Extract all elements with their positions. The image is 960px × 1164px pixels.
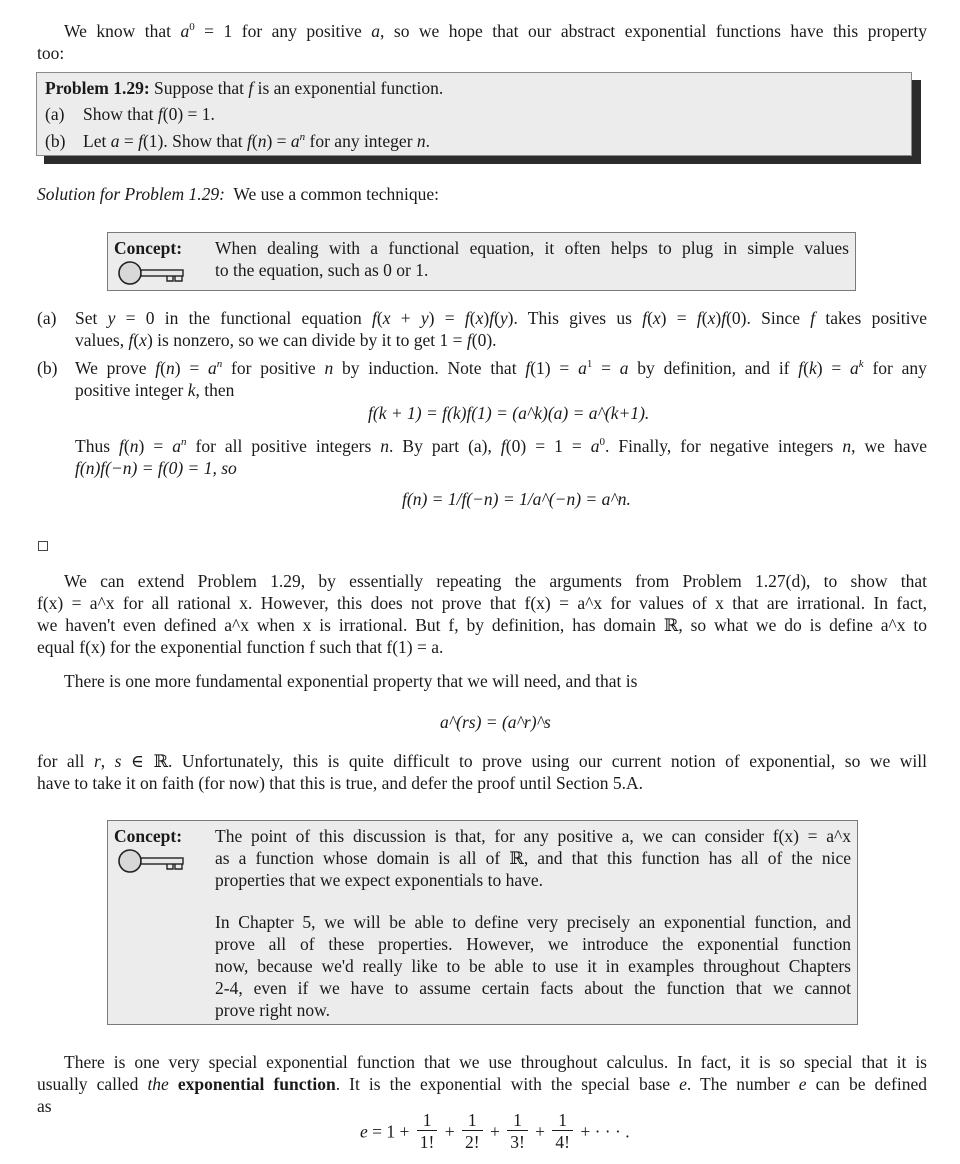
solution-b-line-3: Thus $f(n) = a^n$ for all positive integers n. By part (a), $f(0) = 1 = a^0$. Finally, for negative integers n, we have	[75, 436, 927, 456]
intro-line-1: We know that $a^0 = 1$ for any positive a, so we hope that our abstract exponential functions have this property	[64, 21, 927, 41]
intro-line-2: too:	[37, 43, 65, 63]
fraction-term: $\frac{1}{3!}$	[507, 1110, 528, 1153]
paragraph-extend-line-3: we haven't even defined a^x when x is irrational. But f, by definition, has domain ℝ, so what we do is define a^x to	[37, 615, 927, 635]
paragraph-e-line-3: as	[37, 1096, 52, 1116]
solution-a-line-2: values, f(x) is nonzero, so we can divide by it to get 1 = f(0).	[75, 330, 497, 350]
qed-square-icon	[38, 541, 48, 551]
equation-e-series: e = 1 + $\frac{1}{1!}$ + $\frac{1}{2!}$ + $\frac{1}{3!}$ + $\frac{1}{4!}$ + · · · .	[360, 1110, 630, 1152]
paragraph-property-line-2: have to take it on faith (for now) that this is true, and defer the proof until Section 5.A.	[37, 773, 644, 793]
fraction-term: $\frac{1}{2!}$	[462, 1110, 483, 1153]
concept-text: When dealing with a functional equation, it often helps to plug in simple values to the equation, such as 0 or 1.	[215, 238, 849, 280]
concept-box-1	[107, 232, 856, 291]
paragraph-e-line-1: There is one very special exponential function that we use throughout calculus. In fact, it is so special that it is	[64, 1052, 927, 1072]
paragraph-property-line-1: for all r, s ∈ ℝ. Unfortunately, this is quite difficult to prove using our current notion of exponential, so we will	[37, 751, 927, 771]
solution-b-line-4: f(n)f(−n) = f(0) = 1, so	[75, 458, 237, 478]
fraction-term: $\frac{1}{1!}$	[417, 1110, 438, 1153]
paragraph-property-intro: There is one more fundamental exponential property that we will need, and that is	[64, 671, 638, 691]
problem-box	[36, 72, 912, 156]
paragraph-e-line-2: usually called the exponential function. It is the exponential with the special base e. The number e can be defined	[37, 1074, 927, 1094]
problem-part-b: (b) Let a = f(1). Show that $f(n) = a^n$ for any integer n.	[45, 131, 431, 151]
equation-power-rule: a^(rs) = (a^r)^s	[440, 712, 551, 732]
concept-label: Concept:	[114, 826, 183, 846]
solution-heading: Solution for Problem 1.29: We use a common technique:	[37, 184, 440, 204]
problem-title: Problem 1.29:	[45, 78, 150, 98]
concept-label: Concept:	[114, 238, 183, 258]
solution-b-label: (b)	[37, 358, 58, 378]
equation-induction: f(k + 1) = f(k)f(1) = (a^k)(a) = a^(k+1).	[368, 403, 650, 423]
fraction-term: $\frac{1}{4!}$	[552, 1110, 573, 1153]
solution-a-line-1: Set y = 0 in the functional equation f(x + y) = f(x)f(y). This gives us f(x) = f(x)f(0). Since f takes positive	[75, 308, 928, 328]
solution-a-label: (a)	[37, 308, 57, 328]
problem-part-a: (a) Show that f(0) = 1.	[45, 104, 215, 124]
key-icon	[117, 848, 187, 874]
concept-text-para-1: The point of this discussion is that, for any positive a, we can consider f(x) = a^x as a function whose domain is all of ℝ, and that this function has all of the nice properties that we expect exponentials to have.	[215, 826, 851, 890]
paragraph-extend-line-4: equal f(x) for the exponential function f such that f(1) = a.	[37, 637, 444, 657]
concept-text-para-2: In Chapter 5, we will be able to define very precisely an exponential function, and prove all of these properties. However, we introduce the exponential function now, because we'd really like to be able to use it in examples throughout Chapters 2-4, even if we have to assume certain facts about the function that we cannot prove right now.	[215, 912, 851, 1020]
equation-negative: f(n) = 1/f(−n) = 1/a^(−n) = a^n.	[402, 489, 631, 509]
paragraph-extend-line-1: We can extend Problem 1.29, by essentially repeating the arguments from Problem 1.27(d), to show that	[64, 571, 927, 591]
key-icon	[117, 260, 187, 286]
concept-box-2	[107, 820, 858, 1025]
solution-b-line-1: We prove $f(n) = a^n$ for positive n by induction. Note that $f(1) = a^1 = a$ by definition, and if $f(k) = a^k$ for any	[75, 358, 927, 378]
paragraph-extend-line-2: f(x) = a^x for all rational x. However, this does not prove that f(x) = a^x for values of x that are irrational. In fact,	[37, 593, 927, 613]
solution-b-line-2: positive integer k, then	[75, 380, 235, 400]
problem-statement: Problem 1.29: Suppose that f is an exponential function.	[45, 78, 444, 98]
